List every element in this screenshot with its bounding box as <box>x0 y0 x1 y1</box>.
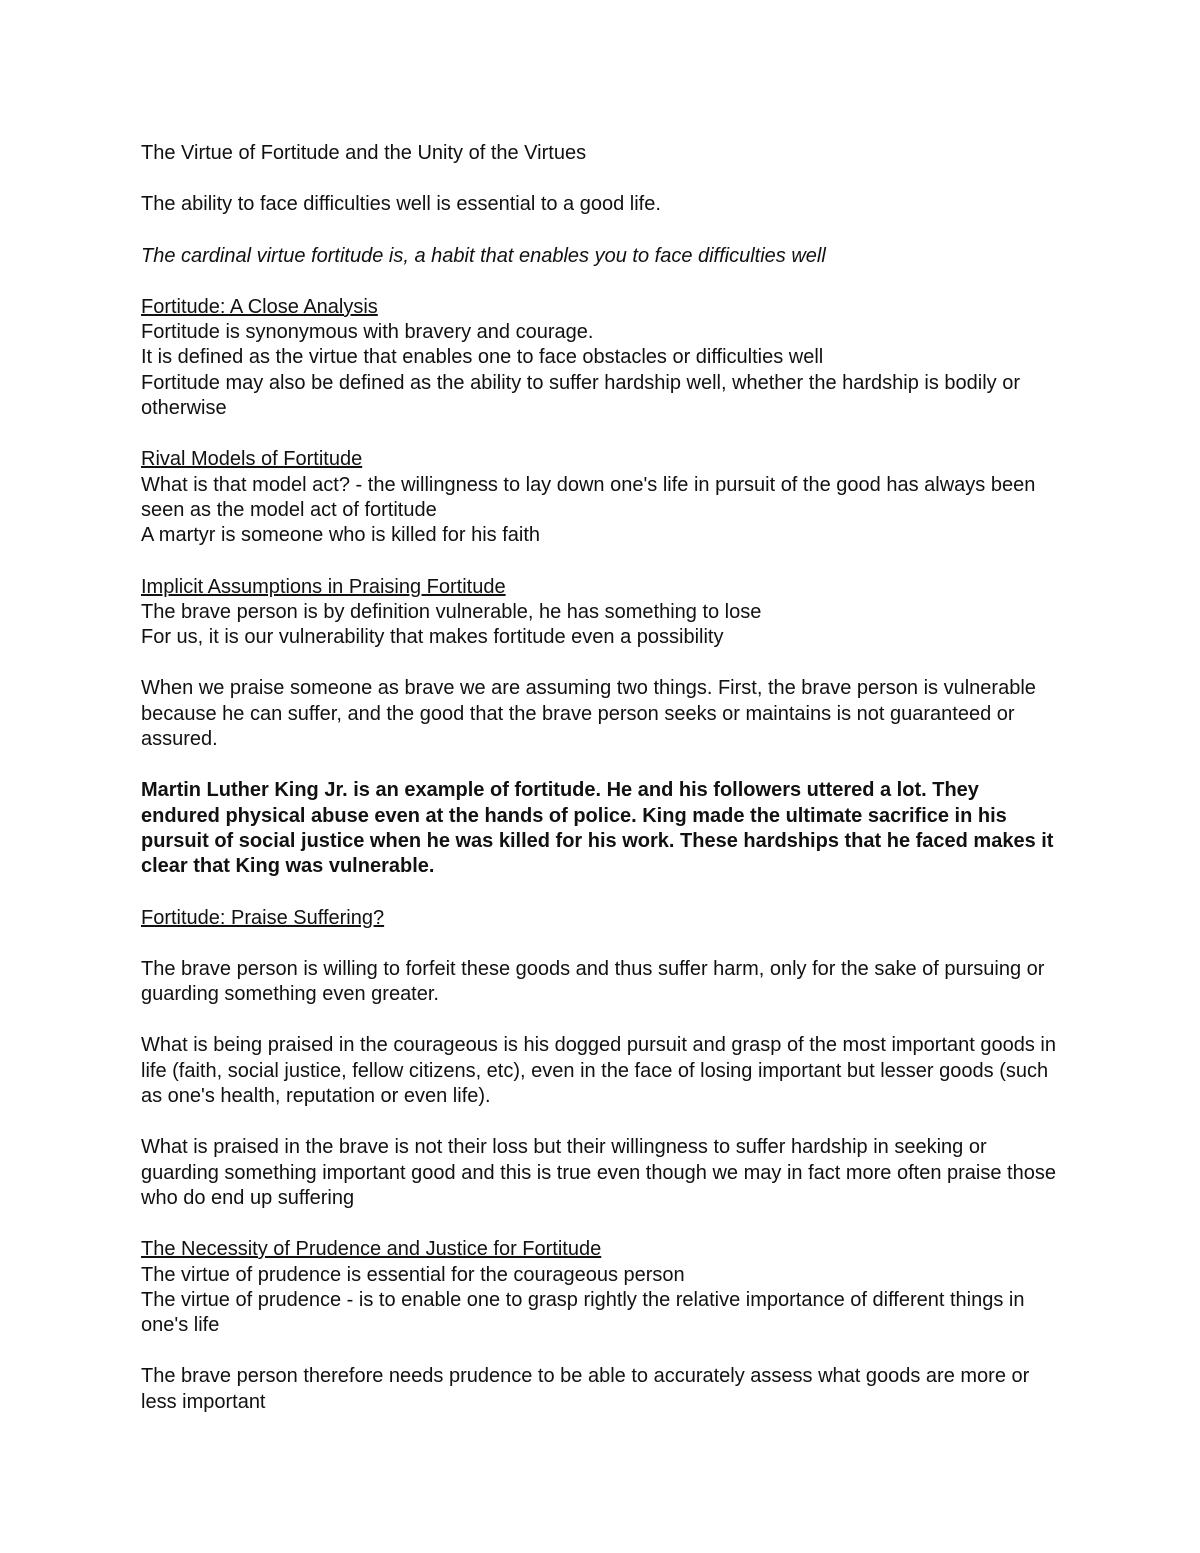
definition-text: The cardinal virtue fortitude is, a habit that enables you to face difficulties well <box>141 244 826 267</box>
section-line: A martyr is someone who is killed for his faith <box>141 524 541 547</box>
spacer <box>141 931 1061 957</box>
section-line: The brave person is by definition vulnerable, he has something to lose <box>141 600 762 623</box>
section-heading-close-analysis: Fortitude: A Close Analysis <box>141 295 378 318</box>
section-heading-implicit-assumptions: Implicit Assumptions in Praising Fortitude <box>141 575 506 598</box>
spacer <box>141 218 1061 244</box>
spacer <box>141 1211 1061 1237</box>
section-line: For us, it is our vulnerability that makes fortitude even a possibility <box>141 626 724 649</box>
spacer <box>141 1007 1061 1033</box>
spacer <box>141 1109 1061 1135</box>
section-heading-prudence-justice: The Necessity of Prudence and Justice for Fortitude <box>141 1238 602 1261</box>
paragraph: The brave person therefore needs prudence to be able to accurately assess what goods are more or less important <box>141 1365 1030 1413</box>
paragraph: What is praised in the brave is not their loss but their willingness to suffer hardship in seeking or guarding something important good and this is true even though we may in fact more often praise those who do end up suffering <box>141 1136 1056 1209</box>
spacer <box>141 269 1061 295</box>
section-line: Fortitude may also be defined as the ability to suffer hardship well, whether the hardship is bodily or otherwise <box>141 371 1021 420</box>
section-line: What is that model act? - the willingness to lay down one's life in pursuit of the good has always been seen as the model act of fortitude <box>141 473 1036 521</box>
paragraph: The brave person is willing to forfeit these goods and thus suffer harm, only for the sake of pursuing or guarding something even greater. <box>141 957 1045 1006</box>
paragraph: What is being praised in the courageous is his dogged pursuit and grasp of the most important goods in life (faith, social justice, fellow citizens, etc), even in the face of losing important but lesser goods (such as one's health, reputation or even life). <box>141 1034 1056 1108</box>
section-line: The virtue of prudence is essential for the courageous person <box>141 1263 685 1286</box>
section-heading-praise-suffering: Fortitude: Praise Suffering? <box>141 906 385 929</box>
spacer <box>141 650 1061 676</box>
spacer <box>141 549 1061 575</box>
bold-paragraph-mlk: Martin Luther King Jr. is an example of fortitude. He and his followers uttered a lot. They endured physical abuse even at the hands of police. King made the ultimate sacrifice in his pursuit of social justice when he was killed for his work. These hardships that he faced makes it clear that King was vulnerable. <box>141 779 1054 878</box>
section-line: The virtue of prudence - is to enable one to grasp rightly the relative importance of different things in one's life <box>141 1288 1025 1337</box>
intro-text: The ability to face difficulties well is essential to a good life. <box>141 193 661 216</box>
spacer <box>141 752 1061 778</box>
document-title: The Virtue of Fortitude and the Unity of the Virtues <box>141 142 587 164</box>
document-body <box>141 141 1061 1415</box>
spacer <box>141 166 1061 192</box>
spacer <box>141 880 1061 906</box>
paragraph: When we praise someone as brave we are assuming two things. First, the brave person is vulnerable because he can suffer, and the good that the brave person seeks or maintains is not guaranteed or assured. <box>141 677 1036 751</box>
spacer <box>141 421 1061 447</box>
section-heading-rival-models: Rival Models of Fortitude <box>141 448 363 471</box>
spacer <box>141 1338 1061 1364</box>
section-line: Fortitude is synonymous with bravery and courage. <box>141 321 594 344</box>
section-line: It is defined as the virtue that enables one to face obstacles or difficulties well <box>141 346 824 369</box>
